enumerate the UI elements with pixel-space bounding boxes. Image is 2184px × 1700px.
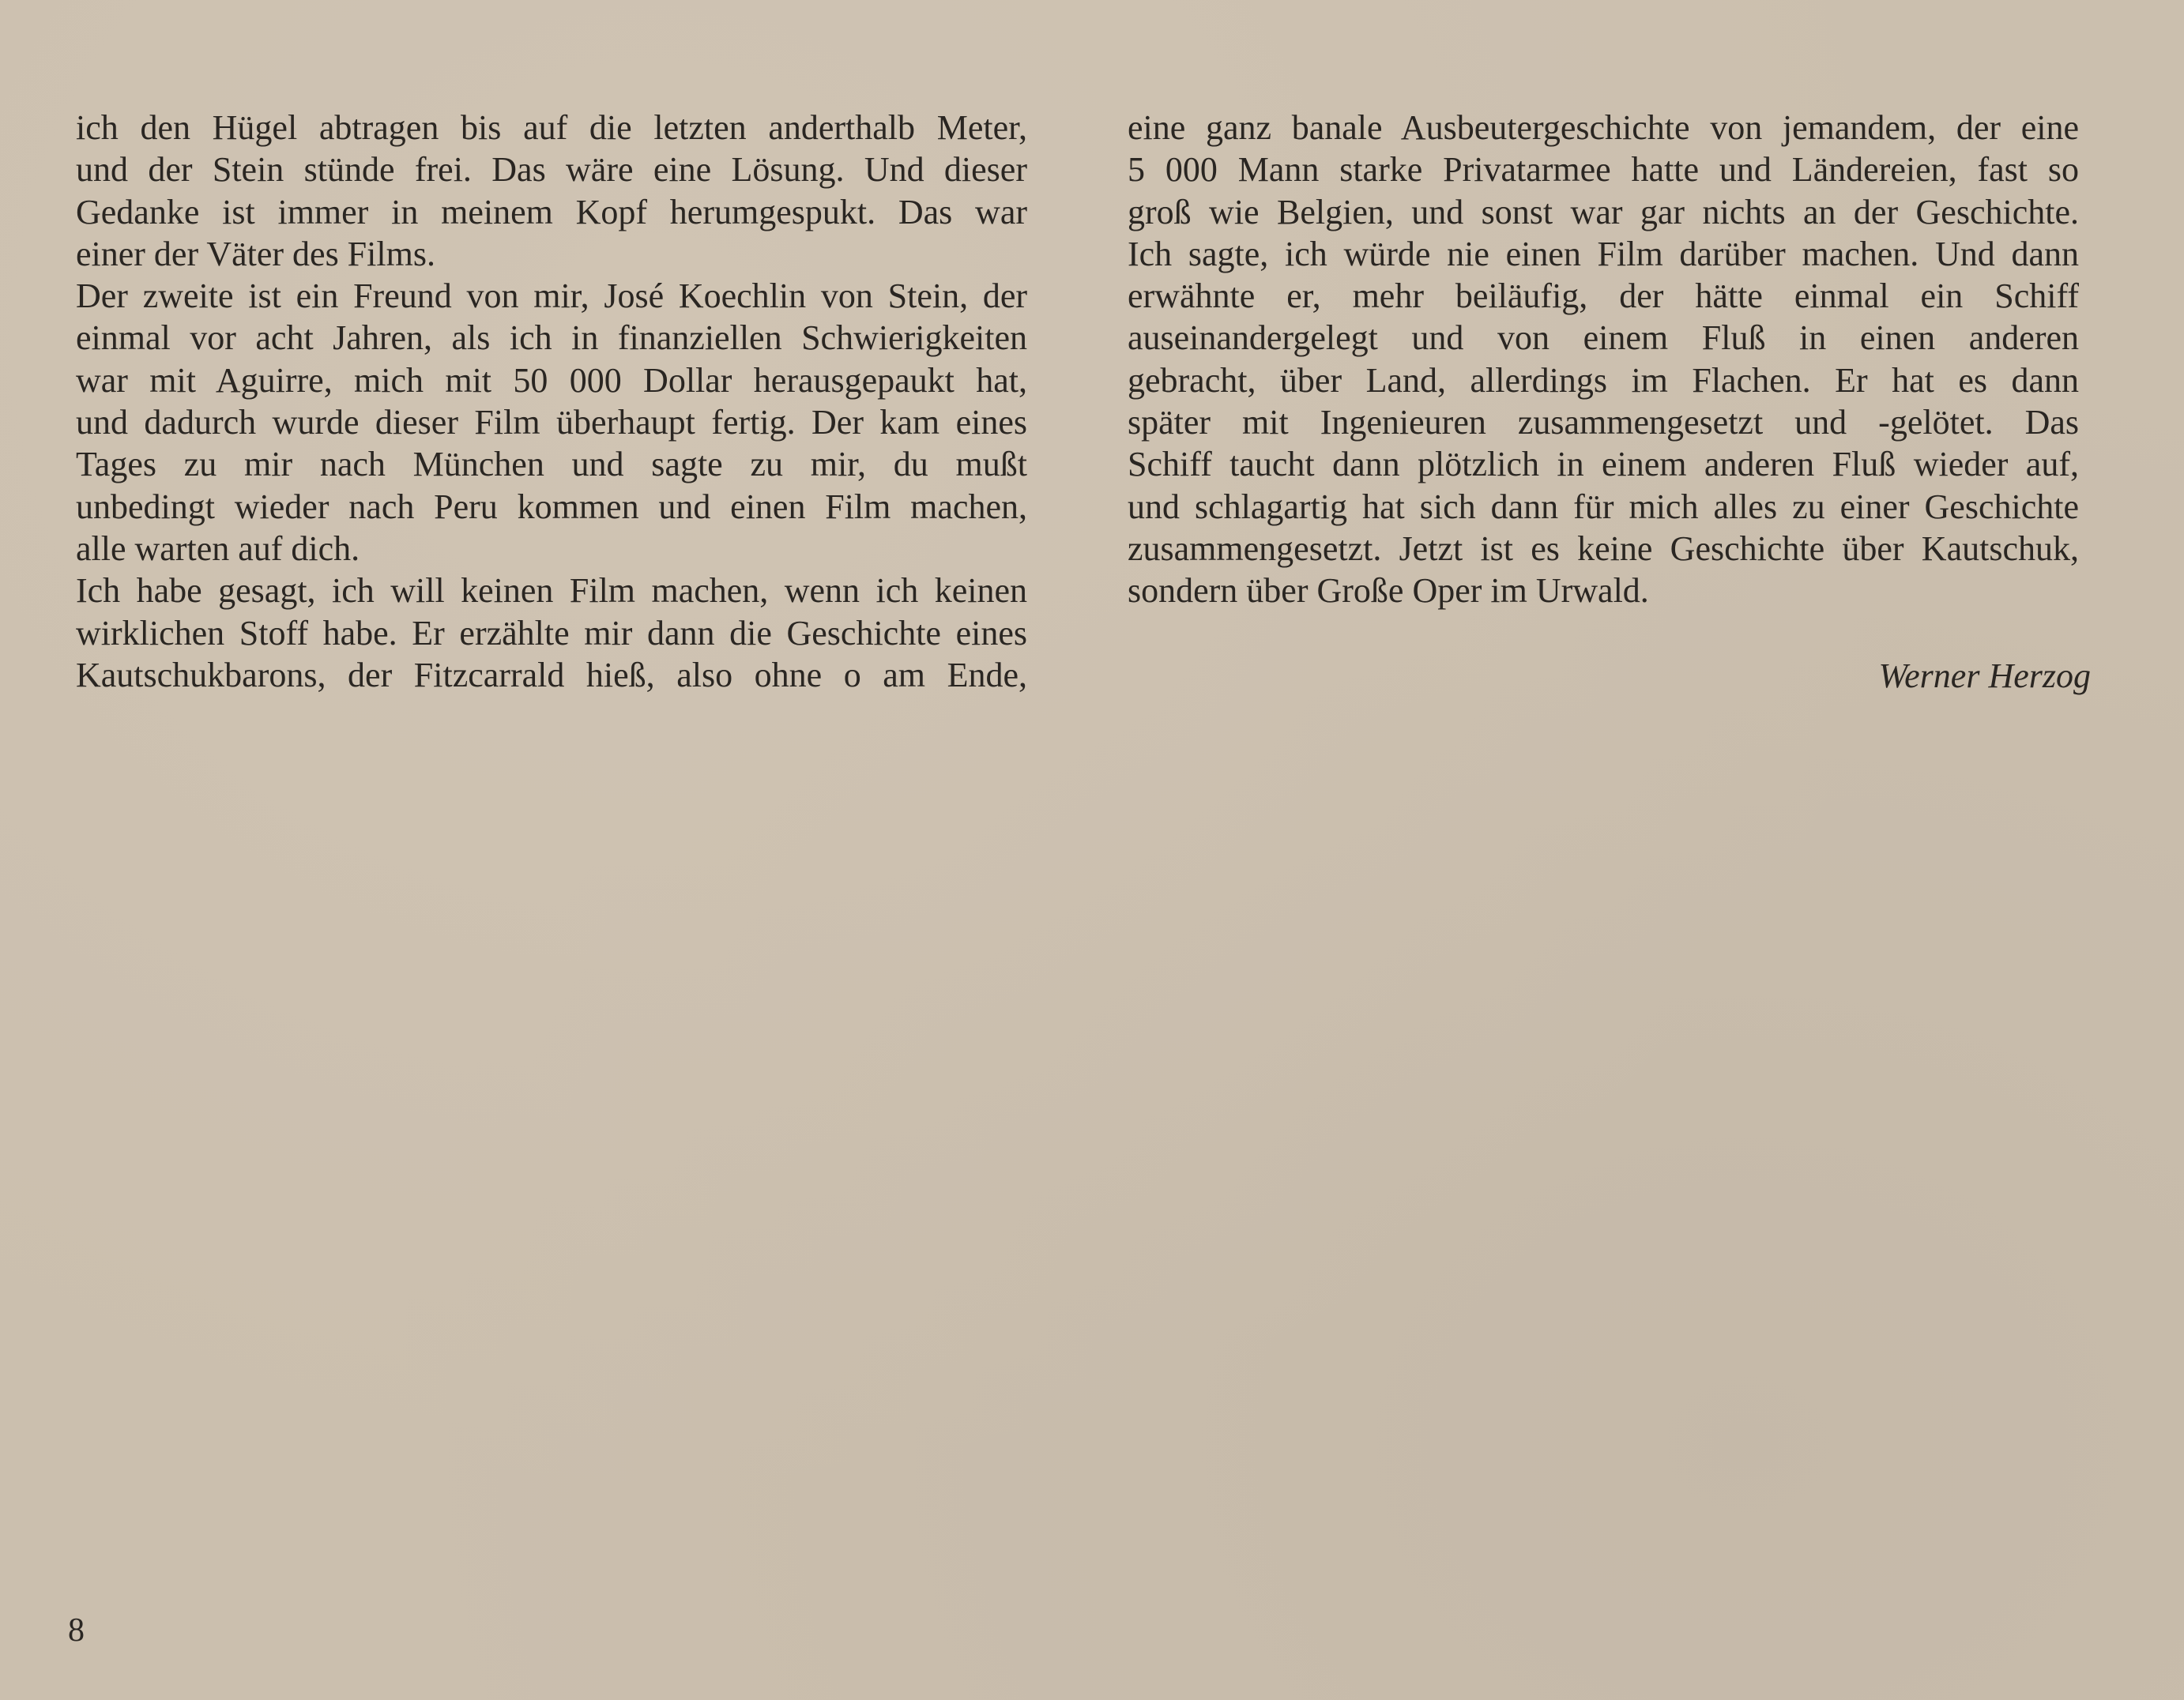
- text-line: war mit Aguirre, mich mit 50 000 Dollar herausgepaukt hat,: [76, 360, 1027, 400]
- text-line: alle warten auf dich.: [76, 528, 360, 568]
- text-line: gebracht, über Land, allerdings im Flachen. Er hat es dann: [1128, 360, 2079, 400]
- text-line: und schlagartig hat sich dann für mich alles zu einer Geschichte: [1128, 487, 2079, 526]
- text-line: Schiff taucht dann plötzlich in einem anderen Fluß wieder auf,: [1128, 445, 2079, 484]
- text-line: erwähnte er, mehr beiläufig, der hätte einmal ein Schiff: [1128, 276, 2079, 316]
- left-text-column: [76, 107, 1027, 696]
- text-line: sondern über Große Oper im Urwald.: [1128, 571, 1649, 611]
- text-line: wirklichen Stoff habe. Er erzählte mir dann die Geschichte eines: [76, 613, 1027, 653]
- text-line: auseinandergelegt und von einem Fluß in einen anderen: [1128, 318, 2079, 358]
- text-line: Ich sagte, ich würde nie einen Film darüber machen. Und dann: [1128, 234, 2079, 273]
- text-line: einmal vor acht Jahren, als ich in finanziellen Schwierigkeiten: [76, 318, 1027, 358]
- text-line: Tages zu mir nach München und sagte zu mir, du mußt: [76, 445, 1027, 484]
- text-line: und dadurch wurde dieser Film überhaupt fertig. Der kam eines: [76, 403, 1027, 442]
- text-line: Gedanke ist immer in meinem Kopf herumgespukt. Das war: [76, 192, 1027, 231]
- text-line: eine ganz banale Ausbeutergeschichte von jemandem, der eine: [1128, 108, 2079, 147]
- text-line: einer der Väter des Films.: [76, 234, 435, 273]
- text-line: zusammengesetzt. Jetzt ist es keine Geschichte über Kautschuk,: [1128, 528, 2079, 568]
- page-number: 8: [68, 1612, 85, 1649]
- text-line: groß wie Belgien, und sonst war gar nichts an der Geschichte.: [1128, 192, 2079, 231]
- text-line: ich den Hügel abtragen bis auf die letzten anderthalb Meter,: [76, 108, 1027, 147]
- text-line: später mit Ingenieuren zusammengesetzt und -gelötet. Das: [1128, 403, 2079, 442]
- right-text-column: [1128, 107, 2079, 612]
- author-signature: Werner Herzog: [1878, 656, 2091, 695]
- text-line: Ich habe gesagt, ich will keinen Film machen, wenn ich keinen: [76, 571, 1027, 611]
- text-line: Kautschukbarons, der Fitzcarrald hieß, also ohne o am Ende,: [76, 655, 1027, 694]
- text-line: Der zweite ist ein Freund von mir, José Koechlin von Stein, der: [76, 276, 1027, 316]
- text-line: 5 000 Mann starke Privatarmee hatte und Ländereien, fast so: [1128, 150, 2079, 190]
- text-line: und der Stein stünde frei. Das wäre eine Lösung. Und dieser: [76, 150, 1027, 190]
- text-line: unbedingt wieder nach Peru kommen und einen Film machen,: [76, 487, 1027, 526]
